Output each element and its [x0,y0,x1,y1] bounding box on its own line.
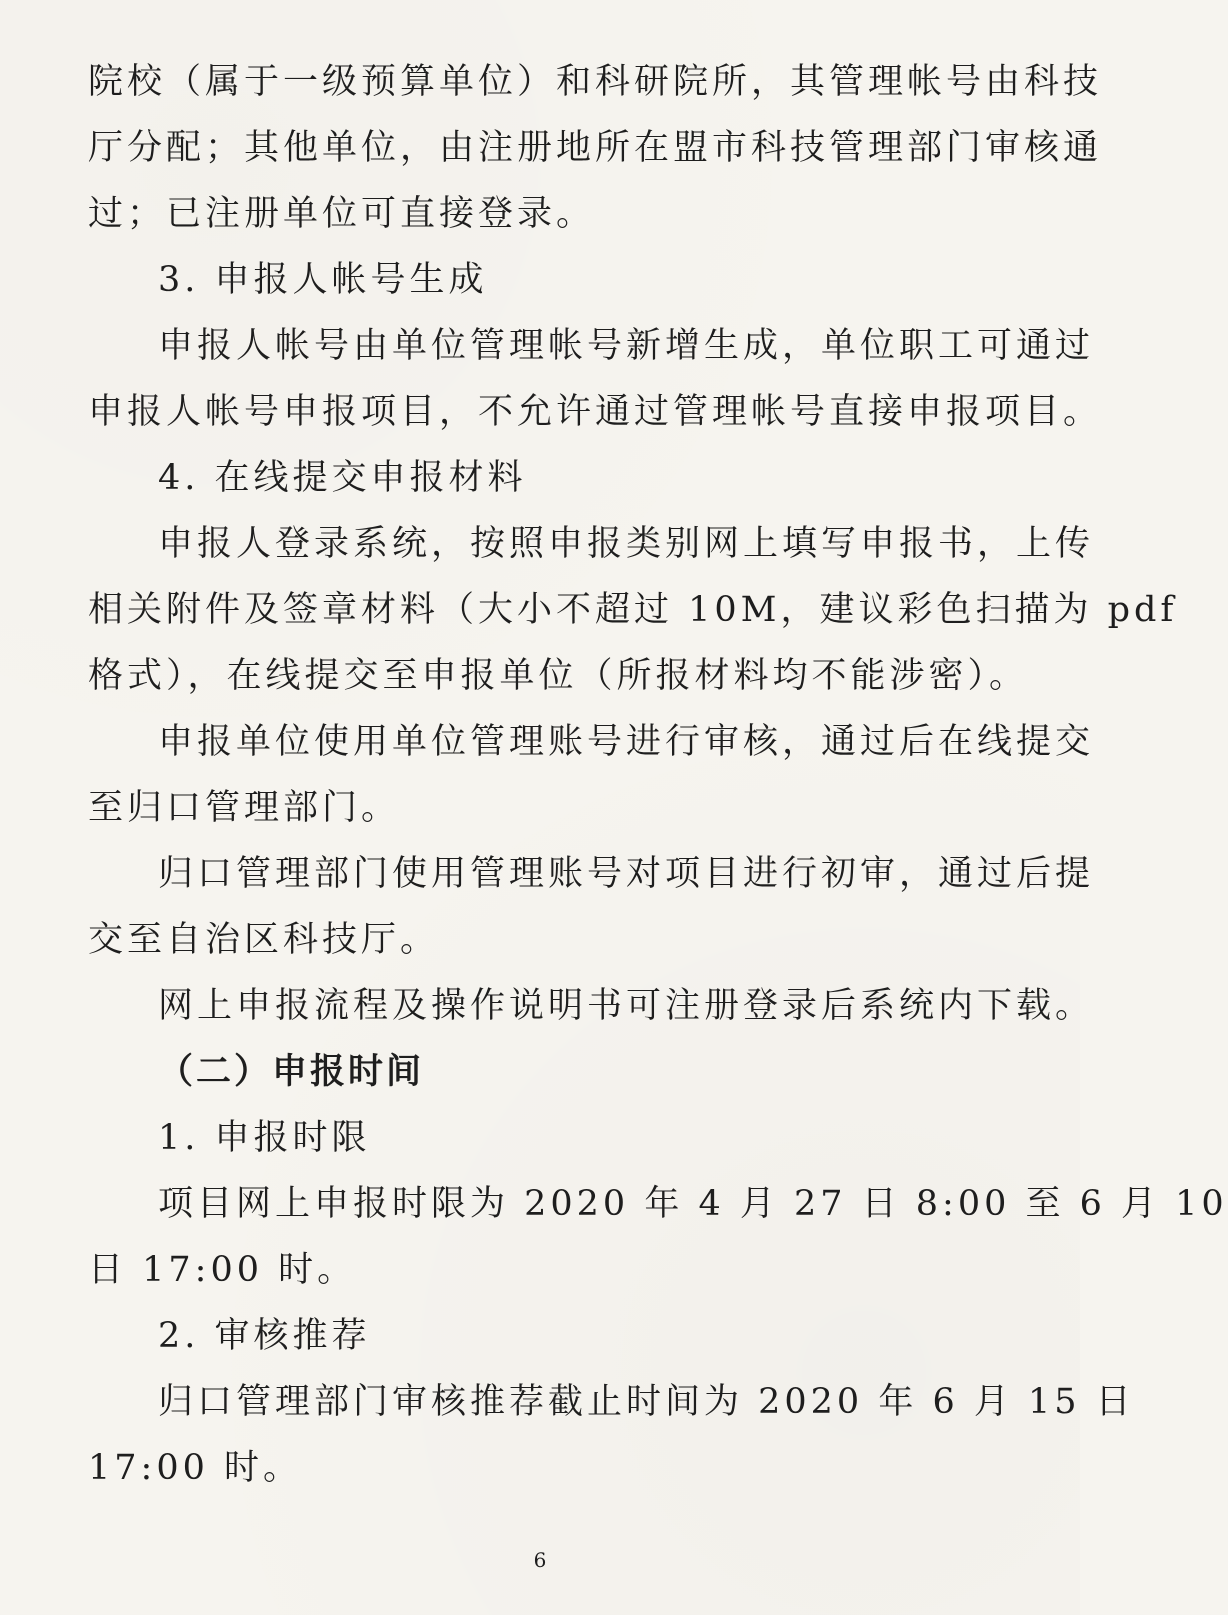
subheading-review-recommendation: 2. 审核推荐 [158,1316,371,1356]
body-line-9: 相关附件及签章材料（大小不超过 10M，建议彩色扫描为 pdf [88,590,1178,630]
body-line-14: 交至自治区科技厅。 [88,920,440,960]
body-line-22: 17:00 时。 [88,1448,302,1488]
subheading-application-deadline: 1. 申报时限 [158,1118,371,1158]
body-line-11: 申报单位使用单位管理账号进行审核，通过后在线提交 [158,722,1095,762]
subheading-account-generation: 3. 申报人帐号生成 [158,260,488,300]
page-number: 6 [533,1548,547,1572]
body-line-5: 申报人帐号由单位管理帐号新增生成，单位职工可通过 [158,326,1095,366]
section-heading-application-time: （二）申报时间 [158,1051,425,1092]
body-line-1: 院校（属于一级预算单位）和科研院所，其管理帐号由科技 [88,62,1103,102]
body-line-13: 归口管理部门使用管理账号对项目进行初审，通过后提 [158,854,1095,894]
body-line-15: 网上申报流程及操作说明书可注册登录后系统内下载。 [158,986,1095,1026]
body-line-10: 格式），在线提交至申报单位（所报材料均不能涉密）。 [88,656,1029,696]
body-line-21: 归口管理部门审核推荐截止时间为 2020 年 6 月 15 日 [158,1382,1135,1422]
body-line-12: 至归口管理部门。 [88,788,401,828]
body-line-19: 日 17:00 时。 [88,1250,357,1290]
body-line-2: 厅分配；其他单位，由注册地所在盟市科技管理部门审核通 [88,128,1103,168]
body-line-18: 项目网上申报时限为 2020 年 4 月 27 日 8:00 至 6 月 10 [158,1184,1228,1224]
body-line-8: 申报人登录系统，按照申报类别网上填写申报书，上传 [158,524,1095,564]
body-line-3: 过；已注册单位可直接登录。 [88,194,596,234]
body-line-6: 申报人帐号申报项目，不允许通过管理帐号直接申报项目。 [88,392,1103,432]
subheading-online-submission: 4. 在线提交申报材料 [158,458,527,498]
